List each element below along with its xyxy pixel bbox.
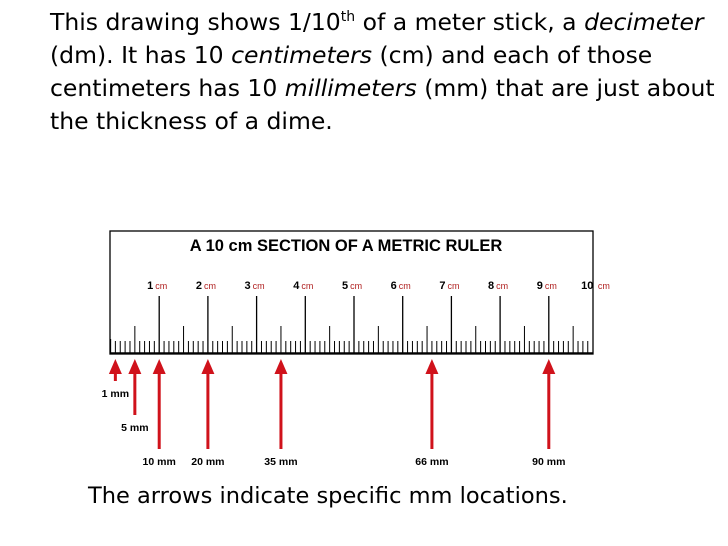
arrow-head xyxy=(425,359,438,374)
cm-label xyxy=(537,280,557,292)
cm-label xyxy=(245,280,265,292)
mm-arrow-label: 35 mm xyxy=(264,456,298,468)
cm-label-unit: cm xyxy=(350,281,363,291)
mm-arrow xyxy=(532,359,565,468)
arrow-head xyxy=(153,359,166,374)
arrow-head xyxy=(542,359,555,374)
cm-label-unit: cm xyxy=(252,281,265,291)
mm-arrow-label: 1 mm xyxy=(101,388,130,400)
cm-label xyxy=(293,280,313,292)
mm-arrow xyxy=(102,359,129,400)
cm-label-number: 10 xyxy=(581,280,594,292)
mm-arrow xyxy=(264,359,297,468)
intro-text-3: (dm). It has 10 xyxy=(50,41,232,69)
arrow-head xyxy=(128,359,141,374)
intro-text-5: (mm) that are just about the thickness of a dime. xyxy=(50,74,715,135)
superscript-th: th xyxy=(340,9,356,26)
mm-arrows xyxy=(102,359,566,468)
cm-label-number: 1 xyxy=(147,280,154,292)
cm-label xyxy=(439,280,459,292)
mm-arrow-label: 20 mm xyxy=(191,456,225,468)
cm-label xyxy=(342,280,362,292)
arrow-head xyxy=(274,359,287,374)
cm-label-unit: cm xyxy=(496,281,509,291)
cm-label-unit: cm xyxy=(398,281,411,291)
arrow-head xyxy=(201,359,214,374)
mm-arrow-label: 5 mm xyxy=(121,422,149,434)
mm-arrow xyxy=(191,359,224,468)
cm-label xyxy=(196,280,216,292)
caption: The arrows indicate specific mm locations. xyxy=(88,483,568,509)
cm-label-unit: cm xyxy=(595,281,610,291)
cm-label xyxy=(147,280,167,292)
cm-label-number: 6 xyxy=(390,280,397,292)
cm-label-unit: cm xyxy=(155,281,168,291)
ruler-title: A 10 cm SECTION OF A METRIC RULER xyxy=(189,237,503,255)
term-decimeter: decimeter xyxy=(584,8,704,36)
cm-label-number: 9 xyxy=(536,280,543,292)
mm-arrow-label: 66 mm xyxy=(415,456,449,468)
cm-label-unit: cm xyxy=(544,281,557,291)
cm-label-number: 5 xyxy=(341,280,349,292)
term-centimeters: centimeters xyxy=(231,41,373,69)
mm-arrow-label: 90 mm xyxy=(532,456,566,468)
cm-label-number: 8 xyxy=(488,280,495,292)
cm-label xyxy=(488,280,508,292)
cm-label-number: 7 xyxy=(439,280,446,292)
intro-text-4: (cm) and each of those centimeters has 10 xyxy=(50,41,653,102)
intro-text-2: of a meter stick, a xyxy=(355,8,585,36)
cm-label-unit: cm xyxy=(301,281,314,291)
cm-label-number: 4 xyxy=(293,280,300,292)
cm-label-number: 2 xyxy=(195,280,202,292)
intro-text-1: This drawing shows 1/10 xyxy=(50,8,341,36)
mm-arrow xyxy=(143,359,176,468)
cm-label-unit: cm xyxy=(203,281,216,291)
cm-label-unit: cm xyxy=(447,281,460,291)
mm-arrow-label: 10 mm xyxy=(142,456,176,468)
arrow-head xyxy=(109,359,122,374)
cm-label xyxy=(581,280,610,292)
term-millimeters: millimeters xyxy=(284,74,417,102)
ruler xyxy=(110,231,610,354)
cm-label xyxy=(391,280,411,292)
cm-label-number: 3 xyxy=(244,280,251,292)
mm-arrow xyxy=(415,359,448,468)
